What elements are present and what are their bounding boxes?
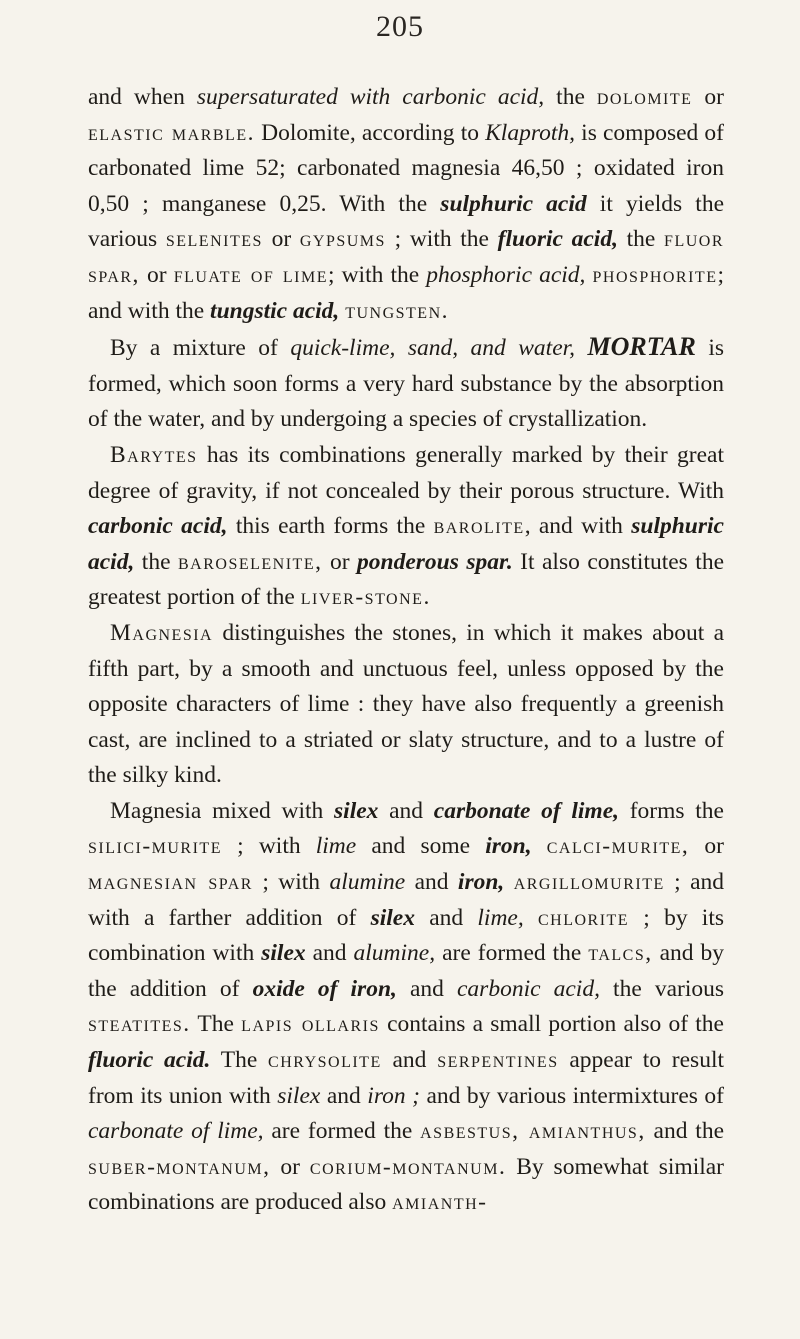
small-caps-term: Barytes — [110, 441, 198, 468]
small-caps-term: baroselenite, — [178, 548, 323, 575]
page-number: 205 — [376, 10, 424, 43]
text-run: the — [134, 548, 178, 575]
text-run: or — [139, 261, 174, 288]
text-run: - — [478, 1189, 486, 1216]
small-caps-term: talcs, — [588, 940, 653, 967]
text-run: forms the — [619, 797, 724, 824]
small-caps-term: lapis ollaris — [241, 1011, 380, 1038]
text-run: ; with — [221, 833, 316, 860]
small-caps-term: calci-murite, — [546, 833, 690, 860]
text-run: the — [544, 84, 597, 110]
bold-italic-term: silex — [334, 797, 379, 824]
text-run: is formed, which soon forms a very hard substance by the absorption of the water, and by undergoing a species of crystallization. — [88, 335, 724, 433]
text-run: Dolomite, according to — [254, 119, 486, 146]
text-run: and — [381, 1047, 438, 1074]
text-run: the various — [599, 975, 725, 1002]
italic-term: phosphoric acid, — [426, 261, 586, 288]
paragraph — [88, 794, 724, 1221]
bold-italic-term: iron, — [485, 833, 532, 860]
bold-italic-term: fluoric acid, — [497, 226, 618, 253]
text-run: ; with the — [327, 261, 427, 288]
text-run: is composed of carbonated lime 52; carbonated magnesia 46,50 ; oxidated iron 0,50 ; manganese 0,25. With the — [88, 119, 724, 217]
text-run: ; and with a farther addition of — [88, 869, 725, 931]
text-run: and — [396, 975, 457, 1002]
italic-term: quick-lime, sand, and water, — [290, 335, 576, 362]
italic-term: alumine, — [353, 940, 436, 967]
small-caps-term: selenites — [165, 226, 263, 253]
text-run: or — [270, 1153, 310, 1180]
small-caps-term: Magnesia — [110, 619, 214, 646]
paragraph — [88, 616, 724, 794]
text-run: and — [378, 797, 434, 824]
text-run: and by the addition of — [88, 940, 724, 1002]
text-run: The — [210, 1047, 269, 1074]
text-run: and some — [356, 833, 486, 860]
text-run — [532, 833, 547, 859]
text-run: and — [414, 904, 478, 931]
text-run — [585, 262, 592, 288]
text-run: the — [617, 226, 665, 253]
small-caps-term: liver-stone. — [300, 584, 431, 611]
bold-italic-term: carbonic acid, — [88, 513, 228, 540]
text-run: and — [405, 869, 458, 896]
text-run — [524, 905, 538, 931]
italic-term: supersaturated with carbonic acid, — [196, 84, 545, 110]
italic-term: alumine — [329, 869, 406, 896]
italic-term: carbonate of lime, — [88, 1118, 264, 1145]
small-caps-term: suber-montanum, — [88, 1153, 271, 1180]
text-run: and — [320, 1082, 368, 1109]
text-run — [575, 335, 587, 361]
bold-italic-term: fluoric acid. — [88, 1047, 211, 1074]
text-run: ; by its combination with — [88, 904, 725, 967]
bold-italic-term: iron, — [457, 869, 505, 896]
text-run: appear to result from its union with — [88, 1047, 724, 1109]
text-run: are formed the — [263, 1118, 421, 1145]
small-caps-term: fluor spar, — [88, 226, 724, 288]
text-run: or — [262, 226, 300, 253]
text-run: or — [692, 84, 724, 110]
bold-italic-term: ponderous spar. — [357, 548, 513, 575]
text-run: It also constitutes the greatest portion of the — [88, 548, 725, 611]
text-run: this earth forms the — [227, 513, 434, 540]
italic-term: Klaproth, — [485, 119, 576, 146]
small-caps-term: silici-murite — [88, 833, 222, 860]
small-caps-term: chrysolite — [268, 1047, 382, 1074]
small-caps-term: barolite — [433, 513, 525, 540]
text-run: and by various intermixtures of — [419, 1082, 724, 1109]
text-run: By somewhat similar combinations are produced also — [88, 1153, 725, 1216]
small-caps-term: phosphorite — [592, 261, 718, 288]
text-run: are formed the — [435, 940, 589, 967]
bold-italic-term: sulphuric acid, — [88, 513, 724, 575]
text-run: or — [322, 548, 357, 575]
text-run: The — [190, 1011, 242, 1038]
bold-italic-term: silex — [261, 940, 306, 967]
small-caps-term: argillomurite — [513, 869, 665, 896]
small-caps-term: tungsten. — [345, 297, 449, 324]
bold-italic-term: silex — [370, 904, 415, 931]
text-run: it yields the various — [88, 190, 725, 253]
text-run: ; with — [252, 869, 330, 896]
italic-term: iron ; — [367, 1082, 420, 1109]
paragraph — [88, 80, 724, 329]
text-run: or — [689, 833, 725, 860]
text-run: contains a small portion also of the — [379, 1011, 724, 1038]
text-run: and — [305, 940, 354, 967]
italic-term: lime — [315, 833, 357, 860]
small-caps-term: magnesian spar — [88, 869, 253, 896]
italic-term: carbonic acid, — [457, 975, 600, 1002]
small-caps-term: corium-montanum. — [309, 1153, 507, 1180]
paragraph — [88, 438, 724, 616]
text-run: ; with the — [385, 226, 498, 253]
paragraph — [88, 329, 724, 438]
bold-italic-term: tungstic acid, — [210, 297, 340, 324]
bold-italic-term: sulphuric acid — [440, 190, 587, 217]
small-caps-term: fluate of lime — [173, 261, 328, 288]
text-run: , and with — [524, 513, 632, 540]
small-caps-term: gypsums — [299, 226, 386, 253]
small-caps-term: steatites. — [88, 1011, 191, 1038]
text-run: and the — [645, 1118, 725, 1145]
text-run: ; and with the — [88, 261, 725, 324]
small-caps-term: amianth — [392, 1189, 479, 1216]
body-text — [88, 80, 724, 1221]
text-run: Magnesia mixed with — [110, 797, 335, 824]
text-run: distinguishes the stones, in which it makes about a fifth part, by a smooth and unctuous feel, unless opposed by the opposite characters of lime : they have also frequently a greenish cast, are inclined to a striated or slaty structure, and to a lustre of the silky kind. — [88, 619, 724, 789]
small-caps-term: asbestus, amianthus, — [420, 1118, 646, 1145]
bold-italic-term: carbonate of lime, — [433, 797, 620, 824]
italic-term: silex — [277, 1082, 321, 1109]
text-run: has its combinations generally marked by their great degree of gravity, if not concealed by their porous structure. With — [88, 441, 724, 504]
small-caps-term: elastic marble. — [88, 119, 255, 146]
text-run: and when — [88, 84, 197, 110]
small-caps-term: dolomite — [596, 84, 693, 110]
small-caps-term: serpentines — [437, 1047, 559, 1074]
italic-term: lime, — [477, 904, 524, 931]
bold-italic-term: oxide of iron, — [252, 975, 397, 1002]
text-run: By a mixture of — [110, 335, 291, 362]
small-caps-term: chlorite — [537, 904, 630, 931]
text-run — [504, 869, 513, 895]
mortar-heading-term: MORTAR — [587, 332, 696, 362]
